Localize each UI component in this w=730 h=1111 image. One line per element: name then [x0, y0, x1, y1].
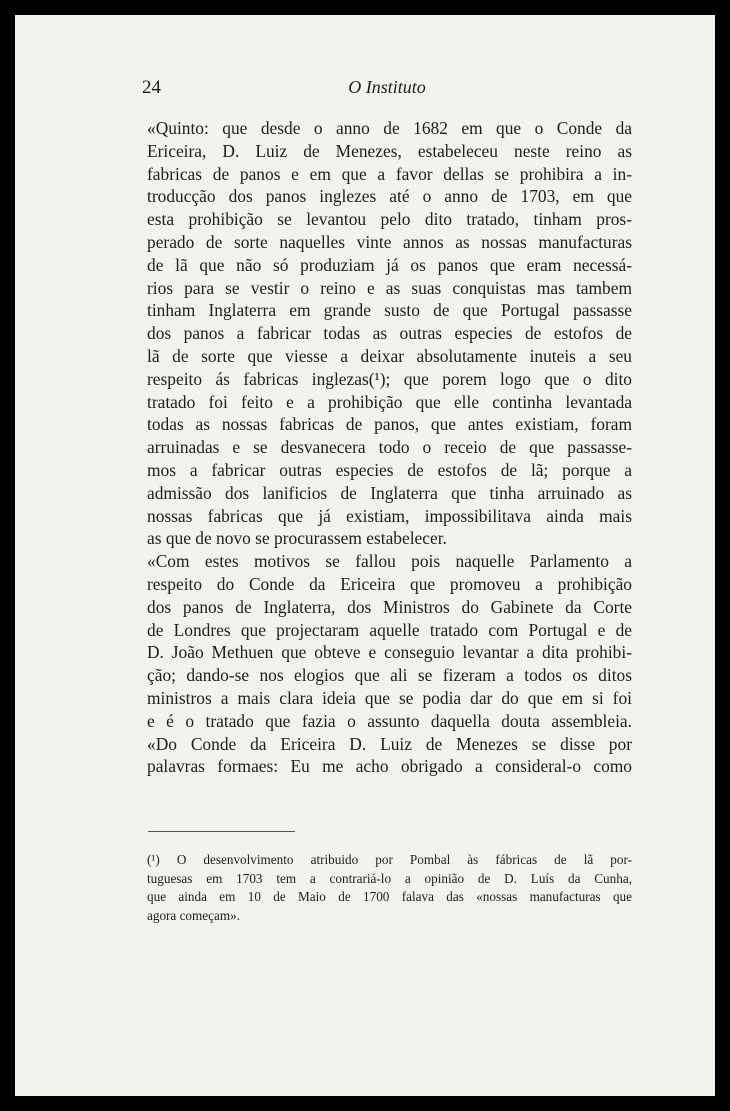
- text-line: respeito ás fabricas inglezas(¹); que porem logo que o dito: [147, 368, 632, 389]
- text-line: lã de sorte que viesse a deixar absolutamente inuteis a seu: [147, 345, 632, 366]
- text-line: tratado foi feito e a prohibição que elle continha levantada: [147, 391, 632, 412]
- text-line: «Quinto: que desde o anno de 1682 em que o Conde da: [147, 118, 632, 138]
- footnote-divider: [148, 831, 295, 832]
- text-line: de Londres que projectaram aquelle tratado com Portugal e de: [147, 619, 632, 640]
- text-line: arruinadas e se desvanecera todo o receio de que passasse-: [147, 437, 632, 458]
- book-page: [15, 15, 715, 1096]
- page-header: [142, 77, 632, 105]
- footnote-line: (¹) O desenvolvimento atribuido por Pombal às fábricas de lã por-: [147, 852, 632, 867]
- text-line: Ericeira, D. Luiz de Menezes, estabeleceu neste reino as: [147, 140, 632, 161]
- text-line: «Do Conde da Ericeira D. Luiz de Menezes se disse por: [147, 733, 632, 754]
- page-number: 24: [142, 77, 161, 98]
- text-line: D. João Methuen que obteve e conseguio levantar a dita prohibi-: [147, 642, 632, 663]
- footnote-line: tuguesas em 1703 tem a contrariá-lo a opinião de D. Luís da Cunha,: [147, 870, 632, 886]
- text-line: ção; dando-se nos elogios que ali se fizeram a todos os ditos: [147, 665, 632, 686]
- text-line: respeito do Conde da Ericeira que promoveu a prohibição: [147, 573, 632, 594]
- text-line: admissão dos lanificios de Inglaterra que tinha arruinado as: [147, 482, 632, 503]
- body-text: [147, 117, 632, 778]
- text-line: e é o tratado que fazia o assunto daquella douta assembleia.: [147, 710, 632, 731]
- text-line: as que de novo se procurassem estabelecer.: [147, 528, 447, 549]
- text-line: «Com estes motivos se fallou pois naquelle Parlamento a: [147, 551, 632, 572]
- footnote-line: agora começam».: [147, 908, 240, 924]
- text-line: mos a fabricar outras especies de estofos de lã; porque a: [147, 459, 632, 480]
- text-line: rios para se vestir o reino e as suas conquistas mas tambem: [147, 277, 632, 298]
- text-line: fabricas de panos e em que a favor dellas se prohibira a in-: [147, 163, 632, 184]
- text-line: ministros a mais clara ideia que se podia dar do que em si foi: [147, 687, 632, 708]
- text-line: dos panos a fabricar todas as outras especies de estofos de: [147, 323, 632, 344]
- text-line: perado de sorte naquelles vinte annos as nossas manufacturas: [147, 231, 632, 252]
- text-line: troducção dos panos inglezes até o anno de 1703, em que: [147, 186, 632, 207]
- text-line: nossas fabricas que já existiam, impossibilitava ainda mais: [147, 505, 632, 526]
- footnote: [147, 851, 632, 926]
- text-line: de lã que não só produziam já os panos que eram necessá-: [147, 254, 632, 275]
- text-line: esta prohibição se levantou pelo dito tratado, tinham pros-: [147, 209, 632, 230]
- running-title: O Instituto: [348, 77, 426, 97]
- text-line: palavras formaes: Eu me acho obrigado a consideral-o como: [147, 756, 632, 777]
- footnote-line: que ainda em 10 de Maio de 1700 falava das «nossas manufacturas que: [147, 889, 632, 905]
- text-line: dos panos de Inglaterra, dos Ministros do Gabinete da Corte: [147, 596, 632, 617]
- text-line: todas as nossas fabricas de panos, que antes existiam, foram: [147, 414, 632, 435]
- text-line: tinham Inglaterra em grande susto de que Portugal passasse: [147, 300, 632, 321]
